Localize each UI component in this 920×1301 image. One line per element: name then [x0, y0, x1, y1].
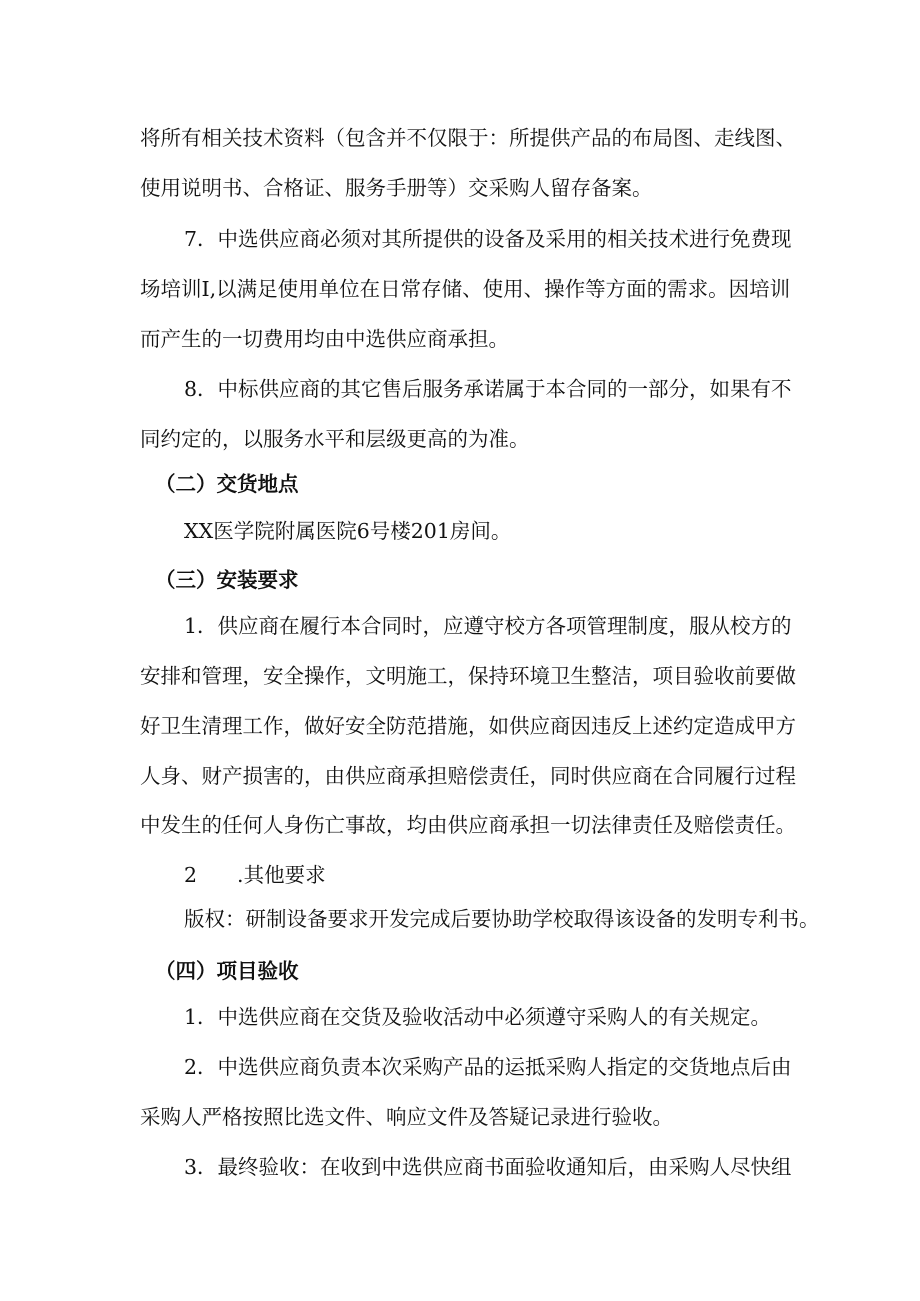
paragraph-line: 中发生的任何人身伤亡事故，均由供应商承担一切法律责任及赔偿责任。: [140, 813, 796, 837]
section-heading-installation: （三）安装要求: [155, 568, 299, 592]
paragraph-line: 而产生的一切费用均由中选供应商承担。: [140, 327, 509, 351]
list-item-7: 7．中选供应商必须对其所提供的设备及采用的相关技术进行免费现: [184, 227, 792, 251]
paragraph-line: 人身、财产损害的，由供应商承担赔偿责任，同时供应商在合同履行过程: [140, 764, 796, 788]
list-text: .其他要求: [237, 863, 326, 887]
list-item-1: 1．供应商在履行本合同时，应遵守校方各项管理制度，服从校方的: [184, 614, 792, 638]
paragraph-line: 使用说明书、合格证、服务手册等）交采购人留存备案。: [140, 176, 653, 200]
list-item-8: 8．中标供应商的其它售后服务承诺属于本合同的一部分，如果有不: [184, 377, 792, 401]
section-heading-delivery: （二）交货地点: [155, 472, 299, 496]
paragraph-line: 将所有相关技术资料（包含并不仅限于：所提供产品的布局图、走线图、: [140, 126, 796, 150]
paragraph-line: 场培训I,以满足使用单位在日常存储、使用、操作等方面的需求。因培训: [140, 277, 791, 301]
list-item-2: [184, 858, 326, 888]
delivery-address: XX医学院附属医院6号楼201房间。: [184, 519, 512, 543]
list-item-3: 3．最终验收：在收到中选供应商书面验收通知后，由采购人尽快组: [184, 1155, 792, 1179]
list-number: 2: [184, 863, 198, 887]
list-item-2: 2．中选供应商负责本次采购产品的运抵采购人指定的交货地点后由: [184, 1055, 792, 1079]
copyright-line: 版权：研制设备要求开发完成后要协助学校取得该设备的发明专利书。: [184, 907, 820, 931]
paragraph-line: 采购人严格按照比选文件、响应文件及答疑记录进行验收。: [140, 1105, 673, 1129]
section-heading-acceptance: （四）项目验收: [155, 959, 299, 983]
paragraph-line: 好卫生清理工作，做好安全防范措施，如供应商因违反上述约定造成甲方: [140, 714, 796, 738]
paragraph-line: 安排和管理，安全操作，文明施工，保持环境卫生整洁，项目验收前要做: [140, 664, 796, 688]
list-item-1: 1．中选供应商在交货及验收活动中必须遵守采购人的有关规定。: [184, 1005, 772, 1029]
paragraph-line: 同约定的，以服务水平和层级更高的为准。: [140, 427, 530, 451]
